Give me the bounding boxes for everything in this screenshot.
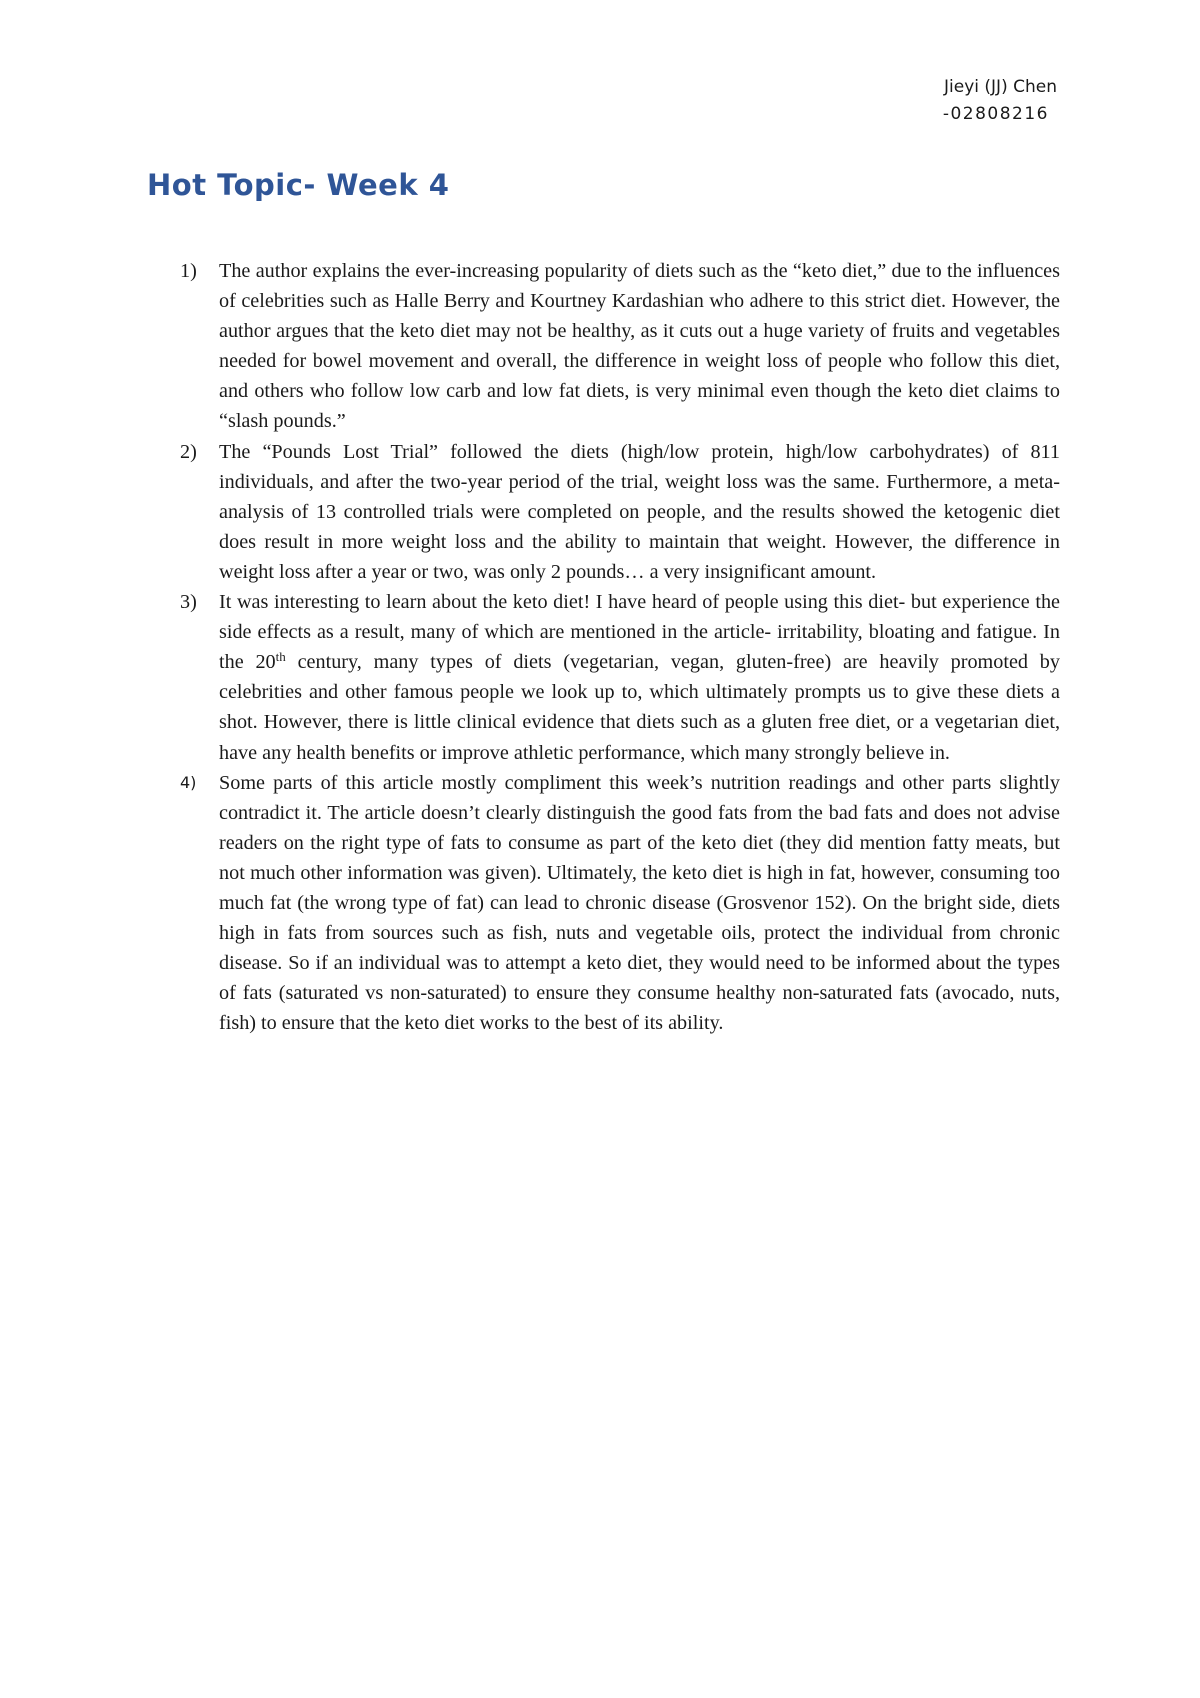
- answer-number: 1): [180, 260, 197, 282]
- author-name: Jieyi (JJ) Chen: [944, 77, 1057, 97]
- answer-text-part-1: It was interesting to learn about the keto diet! I have heard of people using this diet- but experience the side effects as a result, many of which are mentioned in the article- irritability, bloating and fatigue. In the 20: [219, 591, 1060, 674]
- answer-item-1: [180, 256, 1060, 437]
- answer-item-2: [180, 437, 1060, 587]
- answer-text-part-2: century, many types of diets (vegetarian, vegan, gluten-free) are heavily promoted by celebrities and other famous people we look up to, which ultimately prompts us to give these diets a shot. However, there is little clinical evidence that diets such as a gluten free diet, or a vegetarian diet, have any health benefits or improve athletic performance, which many strongly believe in.: [219, 651, 1060, 764]
- answer-number: 3): [180, 591, 197, 614]
- answer-text: Some parts of this article mostly compliment this week’s nutrition readings and other parts slightly contradict it. The article doesn’t clearly distinguish the good fats from the bad fats and does not advise readers on the right type of fats to consume as part of the keto diet (they did mention fatty meats, but not much other information was given). Ultimately, the keto diet is high in fat, however, consuming too much fat (the wrong type of fat) can lead to chronic disease (Grosvenor 152). On the bright side, diets high in fats from sources such as fish, nuts and vegetable oils, protect the individual from chronic disease. So if an individual was to attempt a keto diet, they would need to be informed about the types of fats (saturated vs non-saturated) to ensure they consume healthy non-saturated fats (avocado, nuts, fish) to ensure that the keto diet works to the best of its ability.: [219, 771, 1060, 1035]
- answer-number: 4): [180, 772, 197, 792]
- answer-item-4: [180, 768, 1060, 1039]
- author-header: [943, 74, 1057, 128]
- ordinal-superscript: th: [275, 649, 286, 665]
- answer-number: 2): [180, 440, 197, 463]
- document-title: Hot Topic- Week 4: [147, 168, 450, 202]
- answer-text: The author explains the ever-increasing popularity of diets such as the “keto diet,” due to the influences of celebrities such as Halle Berry and Kourtney Kardashian who adhere to this strict diet. However, the author argues that the keto diet may not be healthy, as it cuts out a huge variety of fruits and vegetables needed for bowel movement and overall, the difference in weight loss of people who follow this diet, and others who follow low carb and low fat diets, is very minimal even though the keto diet claims to “slash pounds.”: [219, 260, 1060, 433]
- answer-list: [180, 256, 1060, 1038]
- student-id: -02808216: [942, 104, 1049, 124]
- answer-item-3: [180, 587, 1060, 768]
- answer-text: The “Pounds Lost Trial” followed the diets (high/low protein, high/low carbohydrates) of 811 individuals, and after the two-year period of the trial, weight loss was the same. Furthermore, a meta-analysis of 13 controlled trials were completed on people, and the results showed the ketogenic diet does result in more weight loss and the ability to maintain that weight. However, the difference in weight loss after a year or two, was only 2 pounds… a very insignificant amount.: [219, 440, 1060, 583]
